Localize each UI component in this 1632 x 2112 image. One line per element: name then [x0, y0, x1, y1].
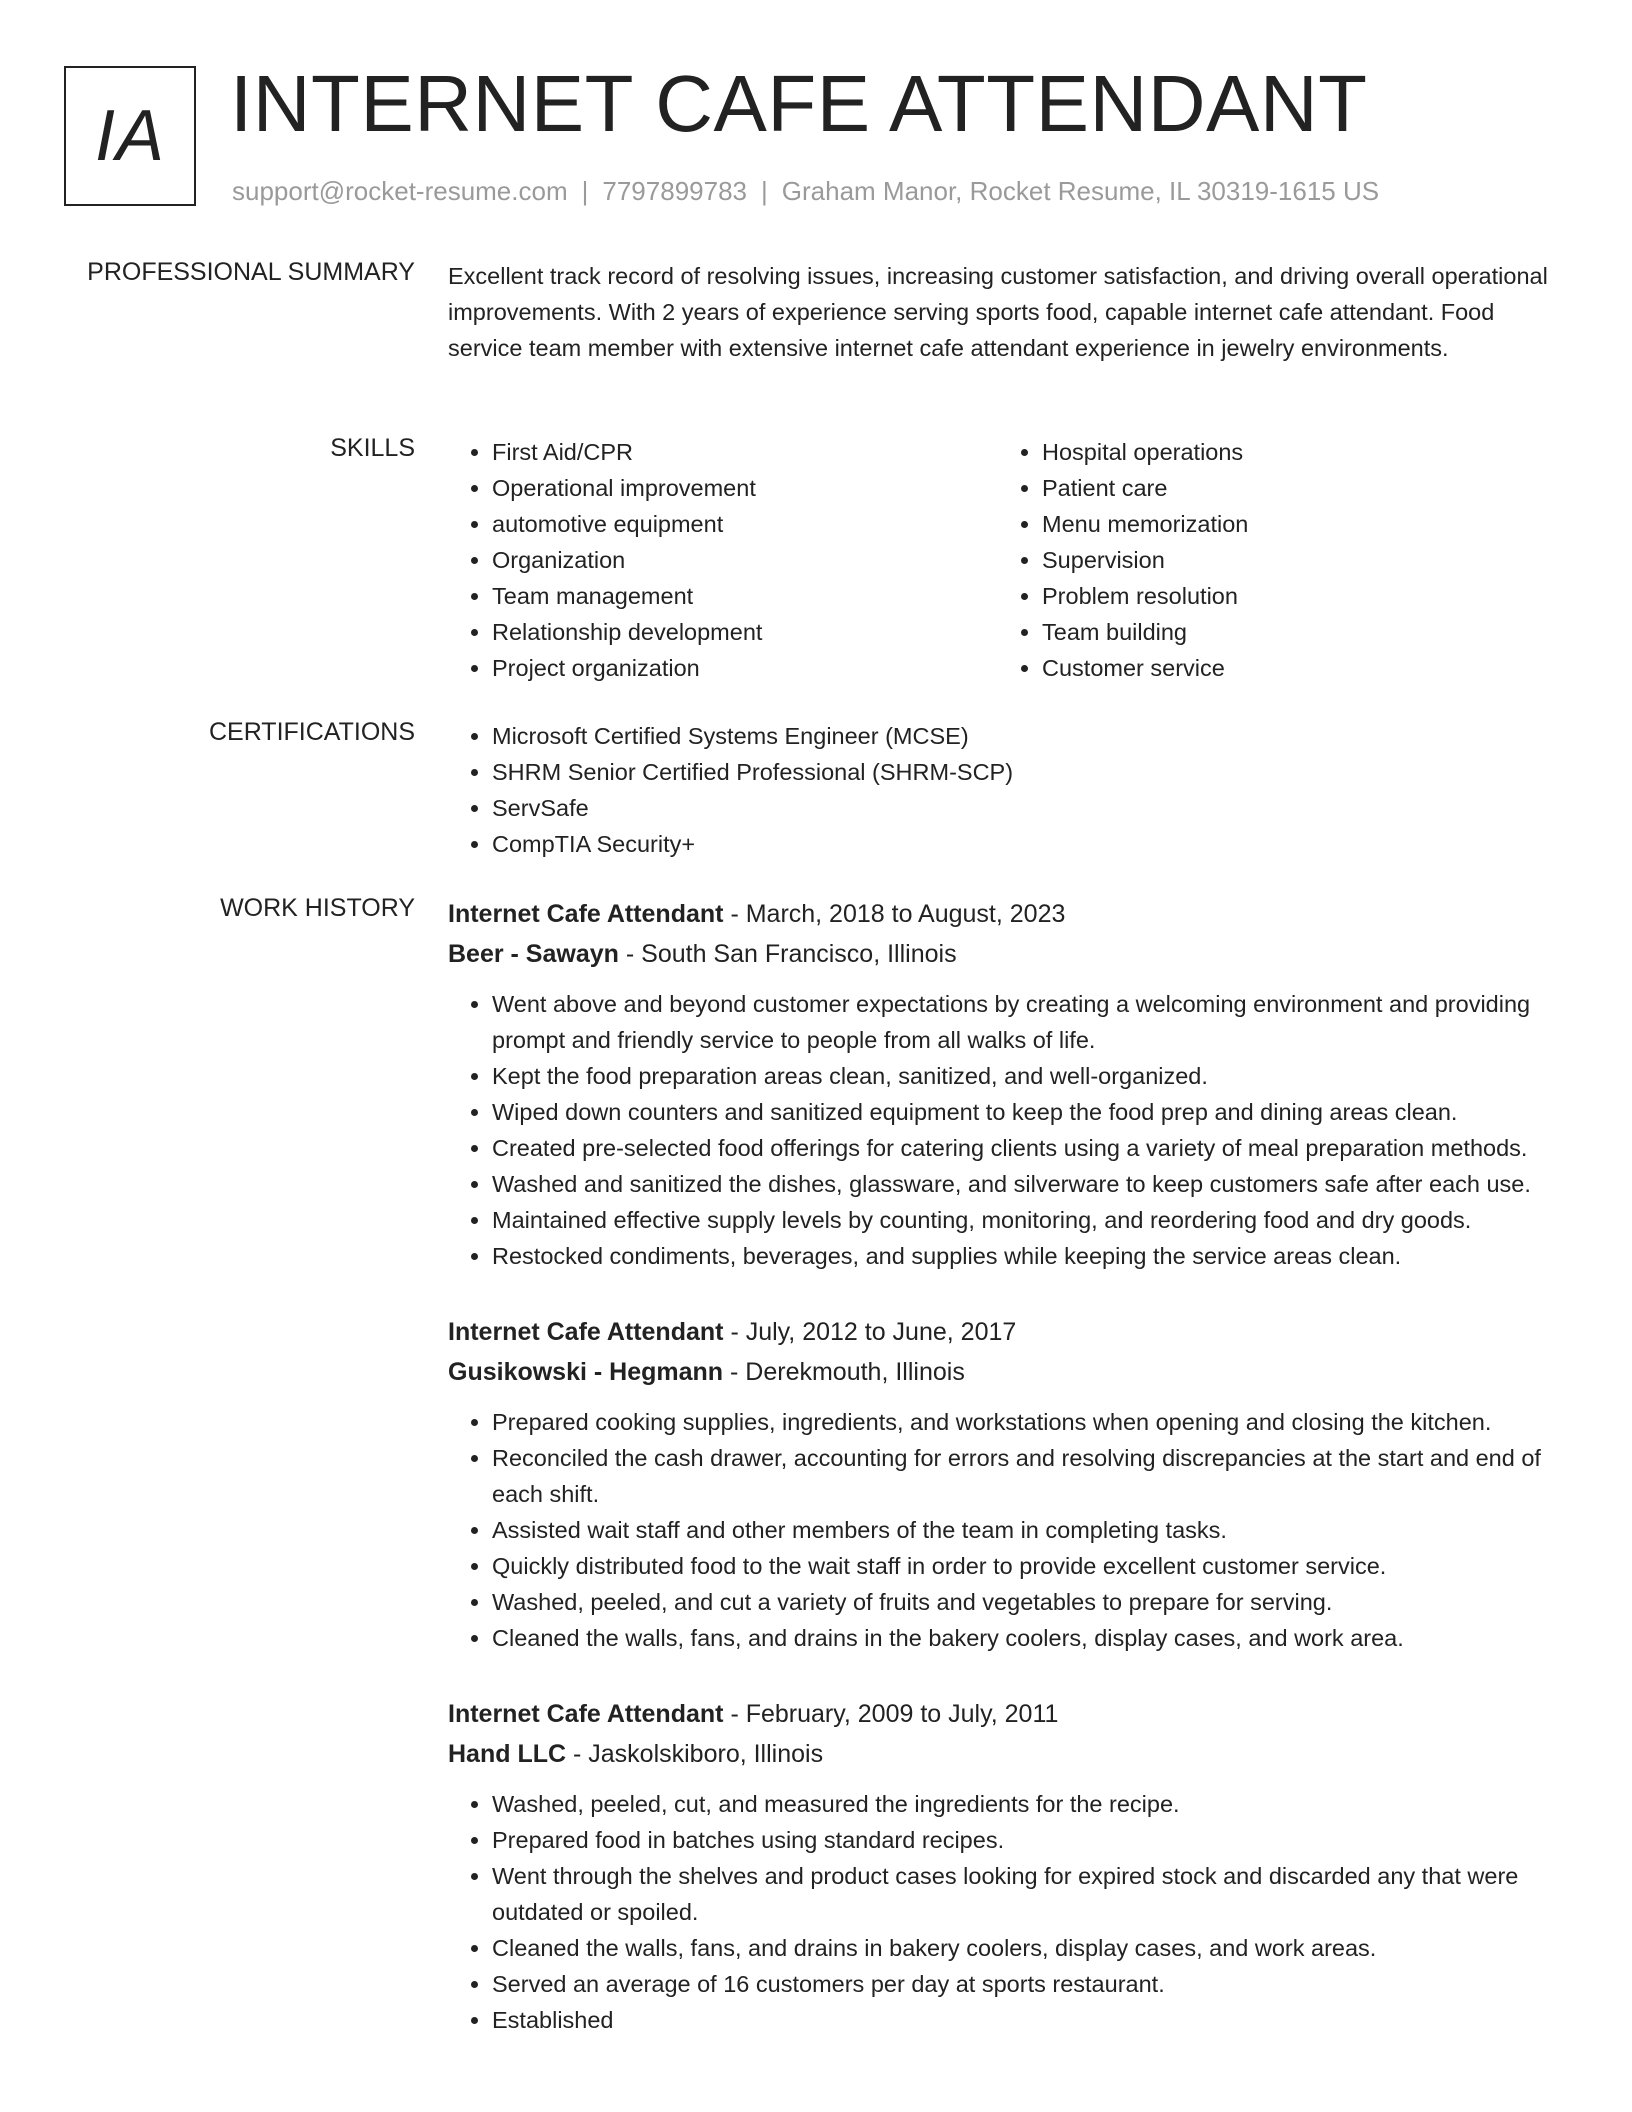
skill-item: • Project organization	[492, 650, 998, 686]
job-bullet: • Reconciled the cash drawer, accounting for errors and resolving discrepancies at the start and end of each shift.	[492, 1440, 1558, 1512]
job-bullet: • Quickly distributed food to the wait staff in order to provide excellent customer service.	[492, 1548, 1558, 1584]
job-bullet: • Washed, peeled, cut, and measured the ingredients for the recipe.	[492, 1786, 1558, 1822]
skill-item: • automotive equipment	[492, 506, 998, 542]
job-bullets	[448, 986, 1558, 1274]
skill-item: • Menu memorization	[1042, 506, 1548, 542]
skill-item: • Hospital operations	[1042, 434, 1548, 470]
job-bullets	[448, 1404, 1558, 1656]
resume-title: INTERNET CAFE ATTENDANT	[230, 59, 1368, 148]
certifications-list	[448, 718, 1558, 862]
summary-text: Excellent track record of resolving issues, increasing customer satisfaction, and driving overall operational improvements. With 2 years of experience serving sports food, capable internet cafe attendant. Food service team member with extensive internet cafe attendant experience in jewelry environments.	[448, 263, 1548, 361]
skills-list-right	[998, 434, 1548, 686]
job-bullet: • Wiped down counters and sanitized equipment to keep the food prep and dining areas clean.	[492, 1094, 1558, 1130]
job-title-line	[448, 1312, 1558, 1352]
job-location: - Derekmouth, Illinois	[730, 1358, 965, 1386]
job-title: Internet Cafe Attendant	[448, 1700, 724, 1728]
job-bullet: • Went through the shelves and product cases looking for expired stock and discarded any that were outdated or spoiled.	[492, 1858, 1558, 1930]
job-dates: - July, 2012 to June, 2017	[730, 1318, 1017, 1346]
job-entry	[448, 1312, 1558, 1656]
job-title-line	[448, 894, 1558, 934]
skill-item: • Customer service	[1042, 650, 1548, 686]
skills-list-left	[448, 434, 998, 686]
job-company-line	[448, 934, 1558, 974]
job-company-line	[448, 1734, 1558, 1774]
certification-item: • CompTIA Security+	[492, 826, 1558, 862]
job-bullet: • Maintained effective supply levels by counting, monitoring, and reordering food and dry goods.	[492, 1202, 1558, 1238]
job-company: Gusikowski - Hegmann	[448, 1358, 724, 1386]
job-bullet: • Served an average of 16 customers per day at sports restaurant.	[492, 1966, 1558, 2002]
job-location: - Jaskolskiboro, Illinois	[573, 1740, 824, 1768]
monogram-badge	[64, 66, 196, 206]
monogram-initials: IA	[94, 96, 166, 176]
job-company: Beer - Sawayn	[448, 940, 619, 968]
job-bullet: • Assisted wait staff and other members of the team in completing tasks.	[492, 1512, 1558, 1548]
contact-line	[232, 176, 1379, 207]
job-bullets	[448, 1786, 1558, 2038]
summary-heading: PROFESSIONAL SUMMARY	[87, 258, 415, 286]
certification-item: • ServSafe	[492, 790, 1558, 826]
job-title: Internet Cafe Attendant	[448, 900, 724, 928]
skill-item: • Problem resolution	[1042, 578, 1548, 614]
skill-item: • Operational improvement	[492, 470, 998, 506]
job-title: Internet Cafe Attendant	[448, 1318, 724, 1346]
job-dates: - March, 2018 to August, 2023	[730, 900, 1066, 928]
job-bullet: • Washed, peeled, and cut a variety of fruits and vegetables to prepare for serving.	[492, 1584, 1558, 1620]
work-history-body	[448, 894, 1558, 2076]
contact-separator: |	[761, 176, 768, 206]
job-company-line	[448, 1352, 1558, 1392]
job-bullet: • Created pre-selected food offerings for catering clients using a variety of meal preparation methods.	[492, 1130, 1558, 1166]
job-bullet: • Prepared cooking supplies, ingredients, and workstations when opening and closing the kitchen.	[492, 1404, 1558, 1440]
contact-phone[interactable]: 7797899783	[602, 176, 747, 206]
job-bullet: • Restocked condiments, beverages, and supplies while keeping the service areas clean.	[492, 1238, 1558, 1274]
contact-address: Graham Manor, Rocket Resume, IL 30319-1615 US	[781, 176, 1380, 206]
skill-item: • Patient care	[1042, 470, 1548, 506]
job-bullet: • Went above and beyond customer expectations by creating a welcoming environment and providing prompt and friendly service to people from all walks of life.	[492, 986, 1558, 1058]
work-history-heading: WORK HISTORY	[220, 894, 415, 922]
skills-columns	[448, 434, 1558, 686]
contact-email[interactable]: support@rocket-resume.com	[232, 176, 568, 206]
job-company: Hand LLC	[448, 1740, 567, 1768]
skill-item: • Relationship development	[492, 614, 998, 650]
job-title-line	[448, 1694, 1558, 1734]
job-bullet: • Washed and sanitized the dishes, glassware, and silverware to keep customers safe after each use.	[492, 1166, 1558, 1202]
skill-item: • Team management	[492, 578, 998, 614]
skills-body	[448, 434, 1558, 686]
skill-item: • Team building	[1042, 614, 1548, 650]
job-entry	[448, 1694, 1558, 2038]
skill-item: • Organization	[492, 542, 998, 578]
job-entry	[448, 894, 1558, 1274]
summary-body	[448, 258, 1558, 366]
job-bullet: • Established	[492, 2002, 1558, 2038]
skill-item: • First Aid/CPR	[492, 434, 998, 470]
skills-heading: SKILLS	[330, 434, 415, 462]
job-dates: - February, 2009 to July, 2011	[730, 1700, 1059, 1728]
job-bullet: • Cleaned the walls, fans, and drains in bakery coolers, display cases, and work areas.	[492, 1930, 1558, 1966]
certifications-heading: CERTIFICATIONS	[208, 718, 415, 746]
job-bullet: • Kept the food preparation areas clean, sanitized, and well-organized.	[492, 1058, 1558, 1094]
certification-item: • SHRM Senior Certified Professional (SHRM-SCP)	[492, 754, 1558, 790]
job-location: - South San Francisco, Illinois	[625, 940, 957, 968]
job-bullet: • Prepared food in batches using standard recipes.	[492, 1822, 1558, 1858]
contact-separator: |	[581, 176, 589, 206]
certification-item: • Microsoft Certified Systems Engineer (MCSE)	[492, 718, 1558, 754]
certifications-body	[448, 718, 1558, 862]
skill-item: • Supervision	[1042, 542, 1548, 578]
job-bullet: • Cleaned the walls, fans, and drains in the bakery coolers, display cases, and work area.	[492, 1620, 1558, 1656]
